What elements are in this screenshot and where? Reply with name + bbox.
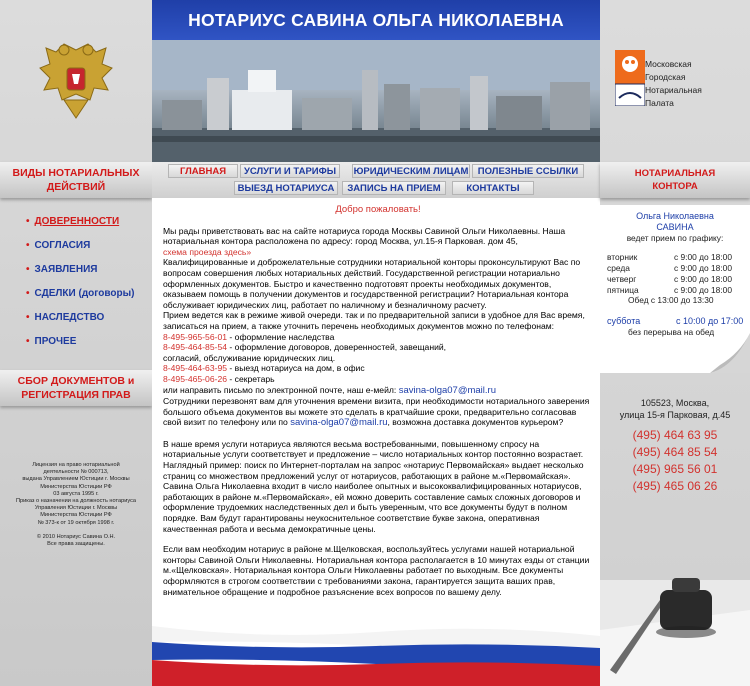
schedule-time: с 9:00 до 18:00	[674, 263, 732, 273]
city-photo	[152, 40, 600, 162]
license-line: выдана Управлением Юстиции г. Москвы	[22, 476, 130, 483]
sidebar-item-label: ДОВЕРЕННОСТИ	[34, 216, 120, 227]
address-line: улица 15-я Парковая, д.45	[619, 410, 731, 420]
nav-services-tariffs[interactable]: УСЛУГИ И ТАРИФЫ	[240, 164, 340, 178]
welcome-heading: Добро пожаловать!	[335, 204, 421, 215]
license-line: Министерства Юстиции РФ	[40, 512, 112, 519]
office-phone[interactable]: (495) 465 06 26	[632, 479, 718, 493]
license-line: Управления Юстиции г. Москвы	[34, 505, 118, 512]
saturday-day: суббота	[607, 316, 641, 326]
nav-appointment[interactable]: ЗАПИСЬ НА ПРИЕМ	[342, 181, 446, 195]
copyright-line: Все права защищены.	[47, 541, 105, 548]
chamber-line: Городская	[645, 72, 686, 82]
schedule-day: пятница	[607, 285, 639, 295]
site-title: НОТАРИУС САВИНА ОЛЬГА НИКОЛАЕВНА	[188, 10, 564, 30]
notary-office-title	[600, 162, 750, 198]
sidebar-item-label: НАСЛЕДСТВО	[34, 312, 105, 323]
phone-description: - оформление договоров, доверенностей, завещаний,	[227, 342, 447, 353]
sidebar-item-label: ЗАЯВЛЕНИЯ	[34, 264, 98, 275]
main-content	[163, 205, 593, 597]
saturday-note: без перерыва на обед	[628, 327, 715, 337]
courier-paragraph	[163, 396, 593, 429]
license-line: 03 августа 1995 г.	[53, 490, 99, 497]
reception-paragraph: Прием ведется как в режиме живой очереди. так и по предварительной записи в удобное для Вас время, записаться на прием, а также уточнить перечень необходимых документов можно по телефонам:	[163, 310, 585, 331]
section-title-notary-actions	[0, 162, 152, 198]
office-title-line: КОНТОРА	[652, 181, 698, 192]
phone-description-cont: согласий, обслуживание юридических лиц.	[163, 352, 336, 363]
phone-line	[163, 342, 593, 353]
office-phone[interactable]: (495) 464 85 54	[632, 445, 718, 459]
nav-useful-links[interactable]: ПОЛЕЗНЫЕ ССЫЛКИ	[472, 164, 584, 178]
left-sidebar	[0, 0, 152, 686]
phone-line	[163, 374, 593, 385]
phone-description: - выезд нотариуса на дом, в офис	[227, 363, 365, 374]
office-phone[interactable]: (495) 464 63 95	[632, 428, 718, 442]
sidebar-item-label: СДЕЛКИ (договоры)	[34, 288, 135, 299]
notary-last-name: САВИНА	[656, 222, 694, 232]
schedule-time: с 9:00 до 18:00	[674, 274, 732, 284]
notary-first-name: Ольга Николаевна	[636, 211, 714, 221]
courier-text: Сотрудники перезвонят вам для уточнения времени визита, при необходимости нотариального заверения большого объема документов вы можете это сделать в кратчайшие сроки, предварительно согласовав свой визит по телефону или по	[163, 396, 590, 428]
schedule-day: среда	[607, 263, 630, 273]
email-link[interactable]: savina-olga07@mail.ru	[398, 384, 496, 396]
nav-contacts[interactable]: КОНТАКТЫ	[452, 181, 534, 195]
phone-description: - оформление наследства	[227, 331, 335, 342]
phone-line	[163, 332, 593, 343]
email-link[interactable]: savina-olga07@mail.ru	[290, 417, 388, 429]
nav-legal-entities[interactable]: ЮРИДИЧЕСКИМ ЛИЦАМ	[353, 166, 469, 177]
phone-line	[163, 363, 593, 374]
saturday-time: с 10:00 до 17:00	[676, 316, 744, 326]
schedule-time: с 9:00 до 18:00	[674, 252, 732, 262]
shchelkovskaya-paragraph: Если вам необходим нотариус в районе м.Щелковская, воспользуйтесь услугами нашей нотариальной конторы Савиной Ольги Николаевны. Нотариальная контора располагается в 10 минутах езды от станции м.«Щелковская». Нотариальная контора Ольги Николаевны работает по выходным. Все документы оформляются в строгом соответствии с требованиями закона, гарантируется защита ваших прав, внимательное обращение и подробное разъяснение всех вопросов по вашему делу.	[163, 544, 590, 597]
license-line: Лицензия на право нотариальной	[32, 462, 120, 468]
sidebar-item-statements[interactable]: • ЗАЯВЛЕНИЯ	[26, 264, 98, 275]
license-line: Министерства Юстиции РФ	[40, 483, 112, 490]
schedule-day: вторник	[607, 252, 638, 262]
flag-waves	[152, 626, 600, 686]
services-demand-paragraph: В наше время услуги нотариуса являются весьма востребованными, повышенному спросу на нотариальные услуги соответствует и предложение – число нотариальных контор постоянно возрастает. Наглядный пример: поиск по Интернет-порталам на запрос «нотариус Первомайская» выдает несколько страниц со множеством предложений услуг от нотариусов, работающих в районе м.«Первомайская». Савина Ольга Николаевна входит в число наиболее опытных и высококвалифицированных нотариусов, работающих в районе м.«Первомайская», ей можно доверить составление самых сложных договоров и оформление трудоемких наследственных дел и быть уверенным, что все документы будут в полном порядке. Вам будут гарантированы неукоснительное соответствие букве закона, оперативная качественная работа и весьма демократичные цены.	[163, 438, 584, 534]
notary-chamber-logo-icon	[615, 50, 645, 106]
site-header	[152, 0, 600, 40]
chamber-line: Палата	[645, 98, 674, 108]
coat-of-arms-icon	[34, 38, 118, 130]
main-nav	[152, 162, 600, 198]
email-line	[163, 385, 593, 397]
license-line: № 373-к от 19 октября 1998 г.	[37, 519, 115, 526]
phone-number[interactable]: 8-495-465-06-26	[163, 373, 228, 384]
sidebar-item-powers-of-attorney[interactable]: • ДОВЕРЕННОСТИ	[26, 216, 120, 227]
license-line: Приказ о назначении на должность нотариуса	[16, 498, 136, 505]
sidebar-item-consents[interactable]: • СОГЛАСИЯ	[26, 240, 91, 251]
section-title-line: РЕГИСТРАЦИЯ ПРАВ	[21, 389, 131, 401]
russian-flag-image	[152, 626, 600, 686]
email-prefix: или направить письмо по электронной почте, наш е-мейл:	[163, 384, 399, 395]
map-link[interactable]: схема проезда здесь»	[163, 246, 252, 257]
nav-home[interactable]: ГЛАВНАЯ	[168, 164, 238, 178]
license-info	[6, 462, 146, 548]
sidebar-item-label: СОГЛАСИЯ	[34, 240, 91, 251]
office-title-line: НОТАРИАЛЬНАЯ	[634, 168, 716, 179]
nav-notary-visit[interactable]: ВЫЕЗД НОТАРИУСА	[234, 181, 338, 195]
sidebar-item-inheritance[interactable]: • НАСЛЕДСТВО	[26, 312, 105, 323]
schedule-title: ведет прием по графику:	[626, 233, 724, 243]
phone-number[interactable]: 8-495-464-85-54	[163, 342, 228, 353]
section-title-documents-registration[interactable]	[0, 370, 152, 406]
office-phone[interactable]: (495) 965 56 01	[632, 462, 718, 476]
services-paragraph: Квалифицированные и доброжелательные сотрудники нотариальной конторы проконсультируют Вас по вопросам совершения любых нотариальных действий. Государственной регистрации нотариально оформленных документов. Быстро и качественно подготовят проекты необходимых документов, оказываем помощь в получении документов и государственной регистрации? Нотариальная контора обслуживает юридических лиц, работает по наличному и безналичному расчету.	[163, 257, 581, 310]
schedule-time: с 9:00 до 18:00	[674, 285, 732, 295]
phone-number[interactable]: 8-495-464-63-95	[163, 363, 228, 374]
phone-description: - секретарь	[227, 373, 275, 384]
sidebar-item-deals[interactable]: • СДЕЛКИ (договоры)	[26, 288, 135, 299]
section-title-line: СБОР ДОКУМЕНТОВ и	[17, 375, 135, 387]
page-curl-icon	[710, 333, 750, 373]
notary-chamber-name	[645, 58, 702, 110]
inkwell-image	[600, 520, 750, 686]
courier-text-end: , возможна доставка документов курьером?	[387, 417, 564, 428]
phone-number[interactable]: 8-495-965-56-01	[163, 331, 228, 342]
section-title-line: ВИДЫ НОТАРИАЛЬНЫХ	[12, 167, 140, 179]
chamber-line: Московская	[645, 59, 692, 69]
lunch-break: Обед с 13:00 до 13:30	[628, 295, 714, 305]
chamber-line: Нотариальная	[645, 85, 702, 95]
license-line: деятельности № 000713,	[43, 469, 109, 476]
section-title-line: ДЕЙСТВИЙ	[46, 181, 106, 193]
address-line: 105523, Москва,	[640, 398, 710, 408]
sidebar-item-other[interactable]: • ПРОЧЕЕ	[26, 336, 77, 347]
moscow-skyline-image	[152, 40, 600, 162]
schedule-day: четверг	[607, 274, 637, 284]
sidebar-item-label: ПРОЧЕЕ	[34, 336, 77, 347]
intro-paragraph: Мы рады приветствовать вас на сайте нотариуса города Москвы Савиной Ольги Николаевны. Наша нотариальная контора расположена по адресу: город Москва, ул.15-я Парковая. дом 45,	[163, 225, 566, 247]
copyright-line: © 2010 Нотариус Савина О.Н.	[36, 533, 116, 540]
